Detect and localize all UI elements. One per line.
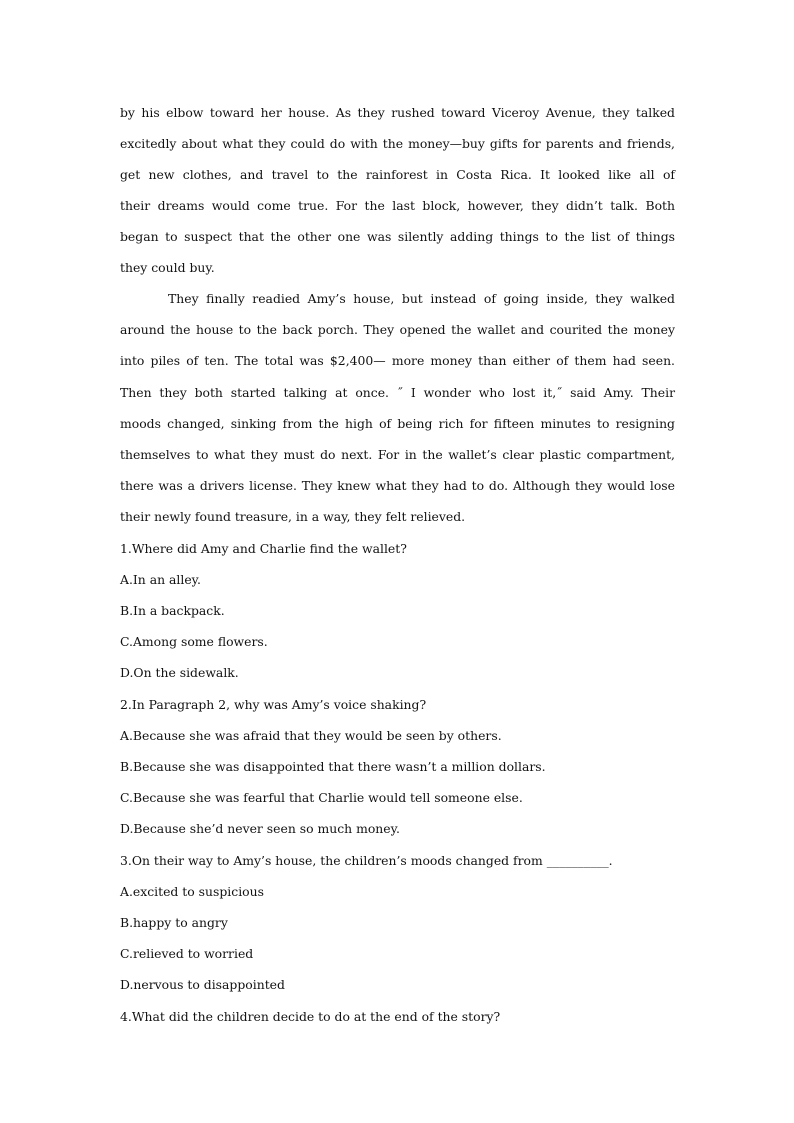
answer-option-b: B.happy to angry xyxy=(120,915,228,930)
text-line: They finally readied Amy’s house, but instead of going inside, they walked xyxy=(168,291,675,306)
text-line: there was a drivers license. They knew what they had to do. Although they would lose xyxy=(120,478,675,493)
text-line: their newly found treasure, in a way, they felt relieved. xyxy=(120,509,466,524)
answer-option-c: C.Because she was fearful that Charlie would tell someone else. xyxy=(120,790,523,805)
answer-option-b: B.In a backpack. xyxy=(120,603,225,618)
text-line: began to suspect that the other one was silently adding things to the list of things xyxy=(120,229,675,244)
text-line: they could buy. xyxy=(120,260,215,275)
text-line: around the house to the back porch. They opened the wallet and courited the money xyxy=(120,322,675,337)
question-stem: 4.What did the children decide to do at the end of the story? xyxy=(120,1009,501,1024)
question-stem: 3.On their way to Amy’s house, the children’s moods changed from __________. xyxy=(120,853,613,868)
answer-option-c: C.relieved to worried xyxy=(120,946,254,961)
text-line: excitedly about what they could do with the money—buy gifts for parents and friends, xyxy=(120,136,675,151)
text-line: themselves to what they must do next. For in the wallet’s clear plastic compartment, xyxy=(120,447,675,462)
answer-option-b: B.Because she was disappointed that there wasn’t a million dollars. xyxy=(120,759,546,774)
text-line: by his elbow toward her house. As they rushed toward Viceroy Avenue, they talked xyxy=(120,105,675,120)
answer-option-c: C.Among some flowers. xyxy=(120,634,268,649)
text-line: moods changed, sinking from the high of being rich for fifteen minutes to resigning xyxy=(120,416,675,431)
answer-option-a: A.excited to suspicious xyxy=(120,884,264,899)
question-stem: 1.Where did Amy and Charlie find the wallet? xyxy=(120,541,407,556)
answer-option-a: A.Because she was afraid that they would be seen by others. xyxy=(120,728,502,743)
answer-option-d: D.Because she’d never seen so much money. xyxy=(120,821,400,836)
text-line: Then they both started talking at once. ˝ I wonder who lost it,˝ said Amy. Their xyxy=(120,385,675,400)
question-stem: 2.In Paragraph 2, why was Amy’s voice shaking? xyxy=(120,697,427,712)
text-line: get new clothes, and travel to the rainforest in Costa Rica. It looked like all of xyxy=(120,167,675,182)
answer-option-a: A.In an alley. xyxy=(120,572,201,587)
text-line: into piles of ten. The total was $2,400— more money than either of them had seen. xyxy=(120,353,675,368)
text-line: their dreams would come true. For the last block, however, they didn’t talk. Both xyxy=(120,198,675,213)
answer-option-d: D.nervous to disappointed xyxy=(120,977,285,992)
answer-option-d: D.On the sidewalk. xyxy=(120,665,239,680)
